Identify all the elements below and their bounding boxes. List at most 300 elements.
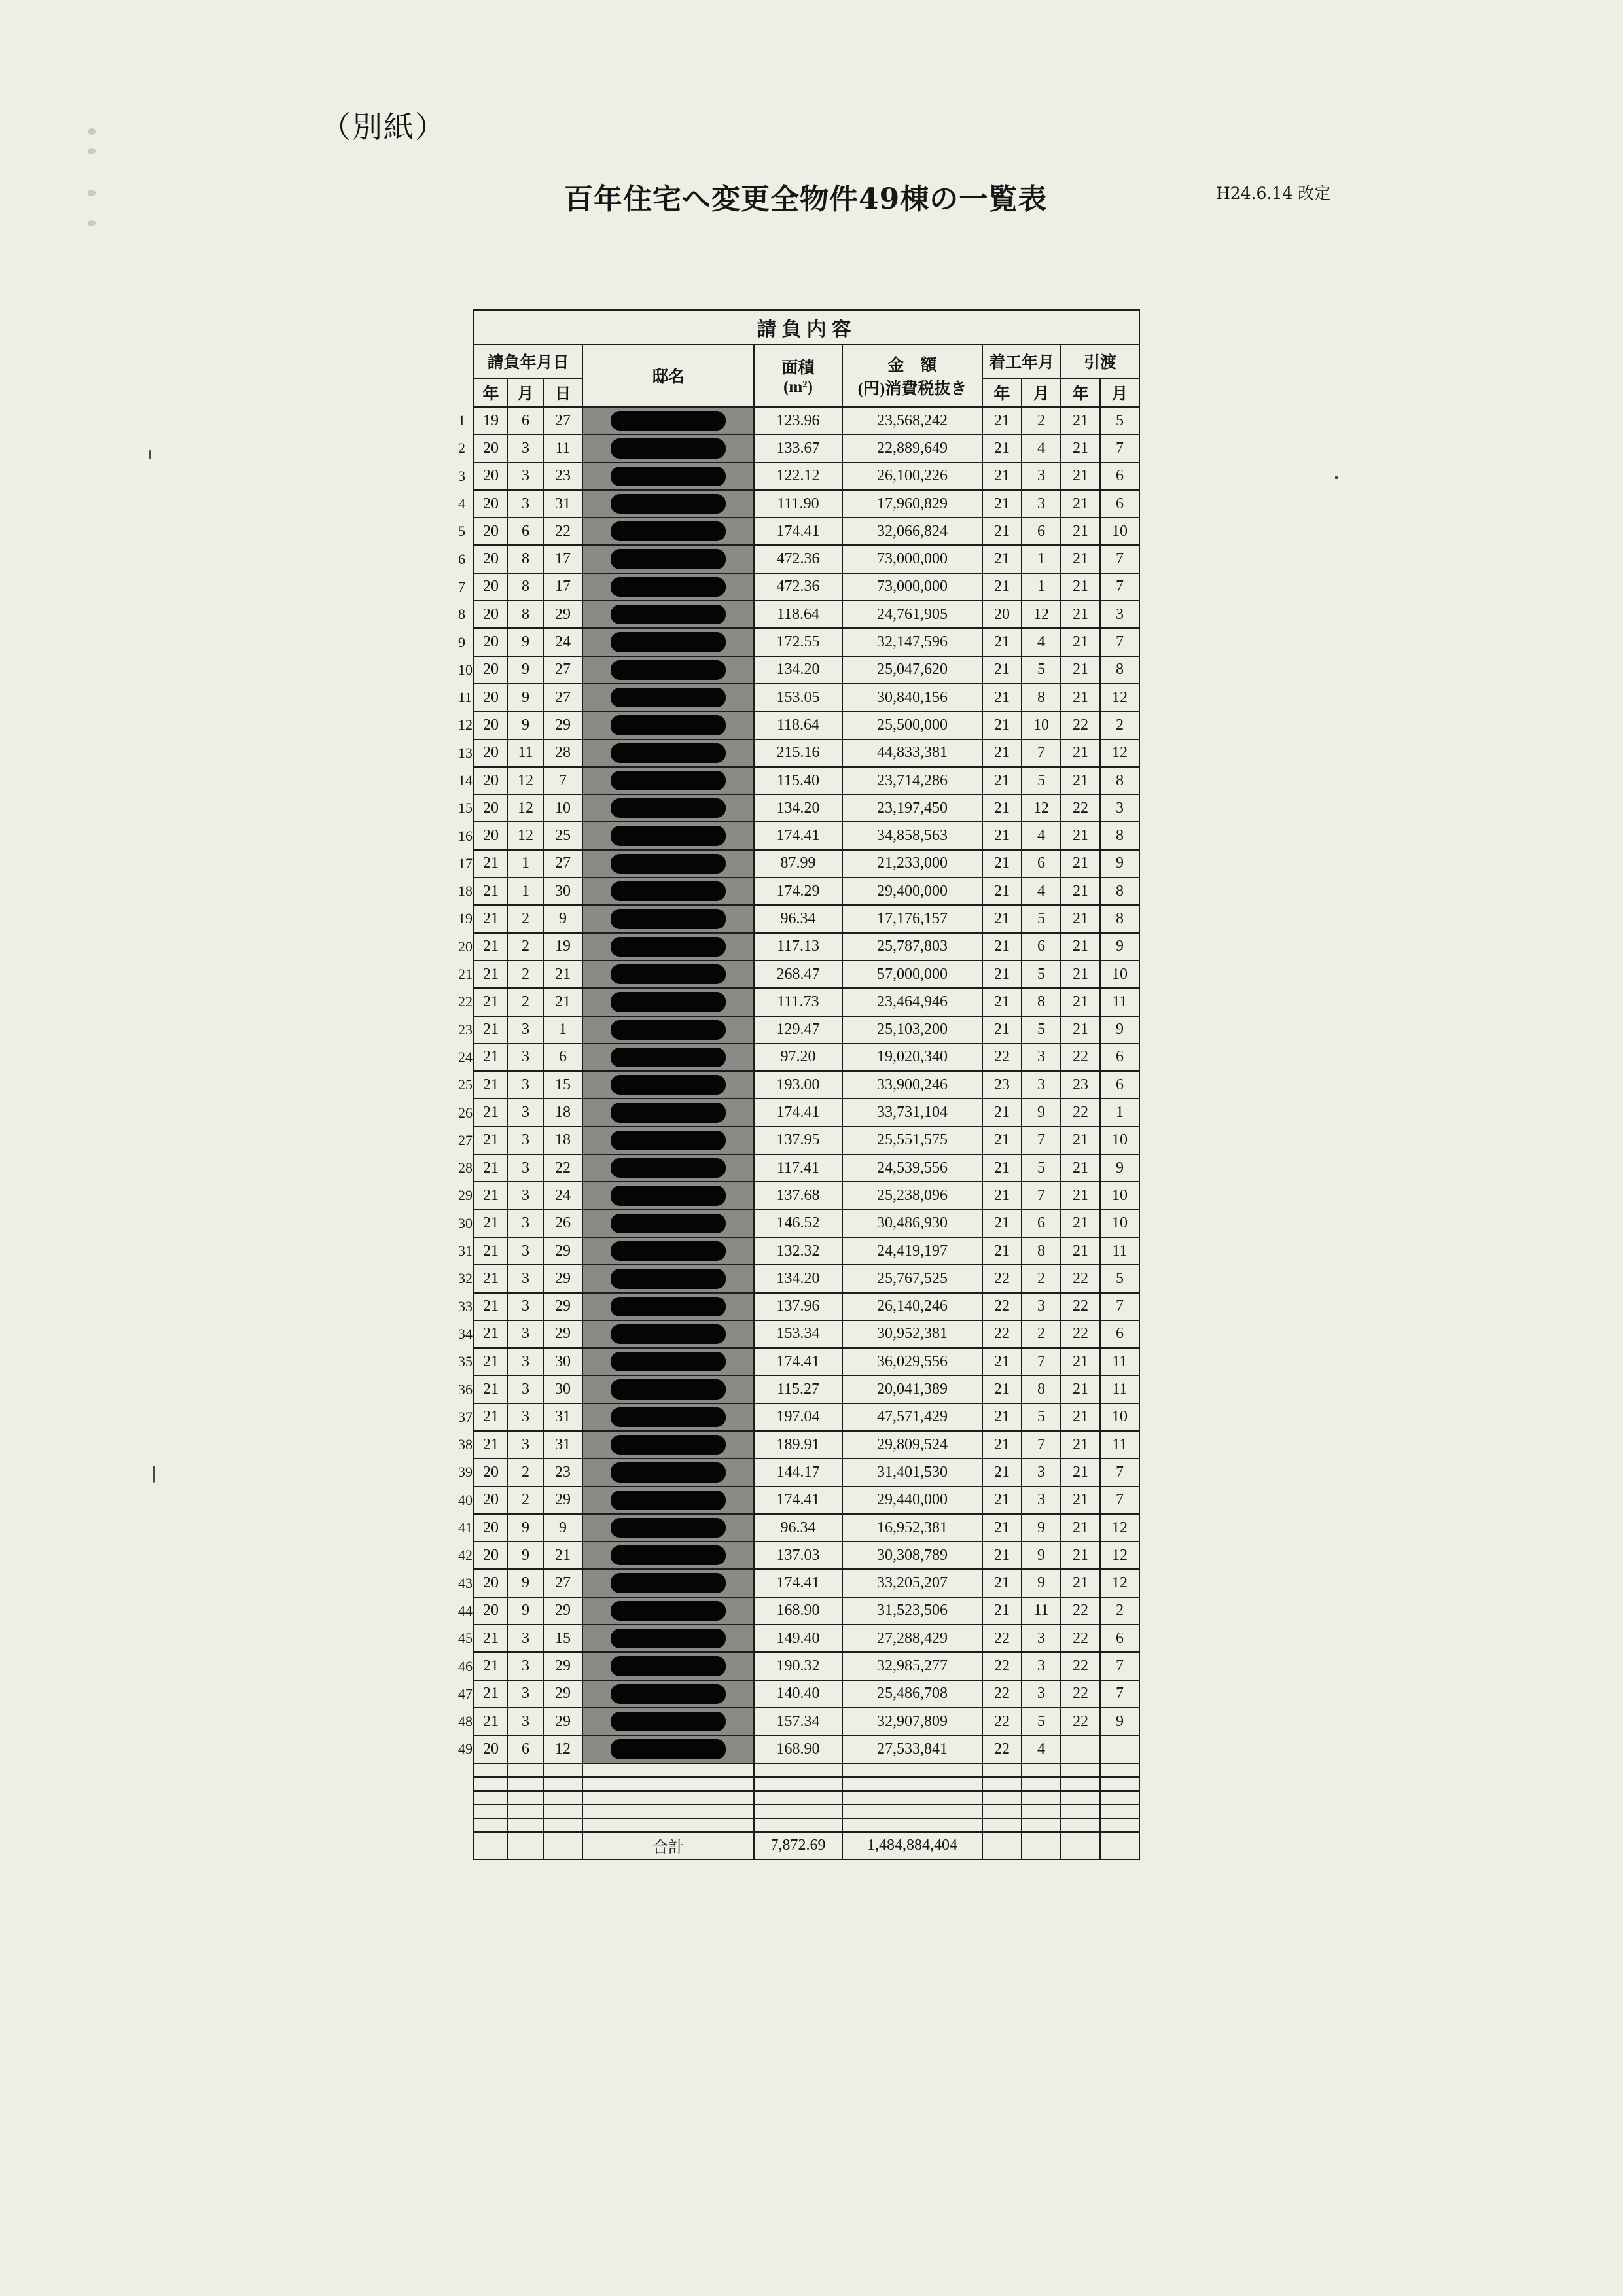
cell-amount: 25,500,000 <box>842 711 982 739</box>
header-amount-label: 金 額 <box>887 357 937 374</box>
cell-start-year: 21 <box>982 1597 1022 1625</box>
cell-handover-year: 21 <box>1061 739 1100 767</box>
punch-hole-mark <box>88 128 96 135</box>
blank-cell <box>982 1777 1022 1791</box>
blank-cell <box>1022 1818 1061 1832</box>
cell-contract-year: 20 <box>474 463 508 490</box>
redacted-residence-name <box>582 1016 754 1044</box>
cell-area: 118.64 <box>754 711 842 739</box>
total-blank-cell <box>1100 1832 1139 1860</box>
cell-contract-month: 3 <box>508 1237 543 1265</box>
row-number: 15 <box>458 800 473 817</box>
cell-contract-year: 20 <box>474 1542 508 1569</box>
cell-start-month: 4 <box>1022 822 1061 849</box>
blank-cell <box>458 1763 474 1777</box>
cell-amount: 25,047,620 <box>842 656 982 684</box>
cell-contract-day: 29 <box>543 1293 582 1320</box>
table-row <box>458 1016 1139 1044</box>
row-number: 12 <box>458 716 473 733</box>
row-number: 23 <box>458 1021 473 1038</box>
table-row <box>458 1293 1139 1320</box>
redacted-residence-name <box>582 1348 754 1375</box>
cell-handover-year: 21 <box>1061 988 1100 1016</box>
cell-amount: 24,761,905 <box>842 601 982 628</box>
redaction-bar <box>611 1601 726 1621</box>
redaction-bar <box>611 438 726 458</box>
cell-area: 111.90 <box>754 490 842 518</box>
redaction-bar <box>611 826 726 845</box>
cell-contract-month: 3 <box>508 463 543 490</box>
redaction-bar <box>611 1629 726 1648</box>
cell-contract-month: 1 <box>508 850 543 877</box>
redacted-residence-name <box>582 877 754 905</box>
cell-contract-month: 8 <box>508 573 543 601</box>
blank-cell <box>982 1791 1022 1805</box>
blank-cell <box>582 1791 754 1805</box>
cell-amount: 30,840,156 <box>842 684 982 711</box>
cell-start-year: 21 <box>982 711 1022 739</box>
blank-cell <box>842 1818 982 1832</box>
cell-handover-year: 21 <box>1061 905 1100 932</box>
row-number: 31 <box>458 1243 473 1260</box>
row-number: 38 <box>458 1436 473 1453</box>
cell-start-month: 5 <box>1022 905 1061 932</box>
redaction-bar <box>611 660 726 680</box>
cell-amount: 22,889,649 <box>842 434 982 462</box>
cell-amount: 31,523,506 <box>842 1597 982 1625</box>
cell-contract-day: 23 <box>543 463 582 490</box>
cell-contract-month: 3 <box>508 1404 543 1431</box>
redaction-bar <box>611 1684 726 1704</box>
cell-contract-year: 21 <box>474 905 508 932</box>
table-row <box>458 988 1139 1016</box>
cell-area: 146.52 <box>754 1210 842 1237</box>
cell-handover-month: 8 <box>1100 656 1139 684</box>
blank-cell <box>508 1818 543 1832</box>
redaction-bar <box>611 521 726 541</box>
cell-start-year: 21 <box>982 933 1022 961</box>
row-number: 39 <box>458 1464 473 1481</box>
cell-start-year: 21 <box>982 1404 1022 1431</box>
cell-start-month: 2 <box>1022 1265 1061 1292</box>
row-number: 2 <box>458 440 465 457</box>
cell-start-year: 21 <box>982 739 1022 767</box>
cell-start-year: 22 <box>982 1265 1022 1292</box>
row-number: 46 <box>458 1657 473 1674</box>
cell-contract-month: 12 <box>508 767 543 794</box>
cell-handover-year: 22 <box>1061 1652 1100 1680</box>
cell-handover-year: 21 <box>1061 1154 1100 1182</box>
row-number: 30 <box>458 1214 473 1231</box>
redaction-bar <box>611 411 726 431</box>
total-area: 7,872.69 <box>754 1832 842 1860</box>
redacted-residence-name <box>582 1652 754 1680</box>
row-number: 32 <box>458 1270 473 1287</box>
blank-cell <box>1061 1777 1100 1791</box>
table-row <box>458 794 1139 822</box>
cell-contract-day: 29 <box>543 1487 582 1514</box>
cell-contract-year: 19 <box>474 407 508 434</box>
table-row <box>458 545 1139 573</box>
cell-start-month: 9 <box>1022 1514 1061 1542</box>
cell-contract-month: 3 <box>508 490 543 518</box>
blank-cell <box>842 1777 982 1791</box>
cell-start-year: 21 <box>982 518 1022 545</box>
row-number: 18 <box>458 883 473 900</box>
cell-handover-month: 9 <box>1100 850 1139 877</box>
cell-contract-month: 11 <box>508 739 543 767</box>
cell-area: 137.03 <box>754 1542 842 1569</box>
row-number: 6 <box>458 550 465 567</box>
redacted-residence-name <box>582 1237 754 1265</box>
cell-handover-year: 22 <box>1061 1293 1100 1320</box>
cell-contract-year: 21 <box>474 1320 508 1348</box>
table-row <box>458 518 1139 545</box>
cell-contract-day: 31 <box>543 1431 582 1458</box>
cell-area: 129.47 <box>754 1016 842 1044</box>
cell-area: 137.96 <box>754 1293 842 1320</box>
cell-handover-month: 9 <box>1100 1708 1139 1735</box>
row-number: 36 <box>458 1381 473 1398</box>
table-row <box>458 1348 1139 1375</box>
cell-contract-year: 21 <box>474 1182 508 1209</box>
cell-amount: 36,029,556 <box>842 1348 982 1375</box>
redaction-bar <box>611 1075 726 1095</box>
row-number: 3 <box>458 467 465 484</box>
cell-area: 134.20 <box>754 794 842 822</box>
cell-area: 174.29 <box>754 877 842 905</box>
row-number: 19 <box>458 910 473 927</box>
cell-contract-month: 3 <box>508 1044 543 1071</box>
cell-area: 137.68 <box>754 1182 842 1209</box>
row-number: 14 <box>458 772 473 788</box>
cell-area: 153.34 <box>754 1320 842 1348</box>
cell-handover-year: 22 <box>1061 1708 1100 1735</box>
punch-hole-mark <box>88 220 96 226</box>
cell-start-year: 21 <box>982 1154 1022 1182</box>
header-spacer <box>458 378 474 407</box>
cell-contract-year: 20 <box>474 1458 508 1486</box>
redacted-residence-name <box>582 601 754 628</box>
cell-contract-year: 20 <box>474 518 508 545</box>
total-blank-cell <box>1061 1832 1100 1860</box>
redacted-residence-name <box>582 1458 754 1486</box>
cell-area: 190.32 <box>754 1652 842 1680</box>
redacted-residence-name <box>582 1542 754 1569</box>
redaction-bar <box>611 881 726 901</box>
row-number: 40 <box>458 1491 473 1508</box>
row-number: 48 <box>458 1713 473 1730</box>
scan-speck <box>153 1466 155 1483</box>
blank-cell <box>1022 1777 1061 1791</box>
cell-contract-year: 21 <box>474 1071 508 1099</box>
cell-start-month: 3 <box>1022 1652 1061 1680</box>
row-number: 21 <box>458 966 473 983</box>
cell-area: 117.13 <box>754 933 842 961</box>
cell-contract-day: 29 <box>543 1680 582 1708</box>
cell-contract-year: 21 <box>474 988 508 1016</box>
blank-cell <box>1022 1763 1061 1777</box>
cell-handover-month: 2 <box>1100 1597 1139 1625</box>
redaction-bar <box>611 1656 726 1676</box>
cell-contract-day: 29 <box>543 1265 582 1292</box>
cell-contract-year: 20 <box>474 794 508 822</box>
blank-cell <box>754 1805 842 1818</box>
cell-contract-month: 6 <box>508 407 543 434</box>
cell-area: 117.41 <box>754 1154 842 1182</box>
redacted-residence-name <box>582 767 754 794</box>
cell-contract-month: 2 <box>508 933 543 961</box>
table-row <box>458 1569 1139 1597</box>
header-handover-year: 年 <box>1061 378 1100 407</box>
cell-amount: 23,714,286 <box>842 767 982 794</box>
redacted-residence-name <box>582 1375 754 1403</box>
cell-area: 174.41 <box>754 822 842 849</box>
cell-amount: 17,176,157 <box>842 905 982 932</box>
blank-cell <box>582 1777 754 1791</box>
cell-area: 153.05 <box>754 684 842 711</box>
total-blank-cell <box>508 1832 543 1860</box>
cell-contract-month: 2 <box>508 988 543 1016</box>
redaction-bar <box>611 494 726 514</box>
cell-contract-year: 21 <box>474 1265 508 1292</box>
document-title: 百年住宅へ変更全物件49棟の一覧表 <box>564 183 1048 216</box>
cell-amount: 32,907,809 <box>842 1708 982 1735</box>
blank-row <box>458 1763 1139 1777</box>
cell-contract-month: 2 <box>508 961 543 988</box>
cell-contract-year: 20 <box>474 822 508 849</box>
blank-cell <box>543 1818 582 1832</box>
cell-contract-month: 9 <box>508 1569 543 1597</box>
cell-start-month: 3 <box>1022 1293 1061 1320</box>
redaction-bar <box>611 992 726 1012</box>
cell-contract-year: 21 <box>474 1652 508 1680</box>
cell-handover-month: 5 <box>1100 1265 1139 1292</box>
row-number: 49 <box>458 1740 473 1757</box>
cell-handover-month: 7 <box>1100 545 1139 573</box>
total-amount: 1,484,884,404 <box>842 1832 982 1860</box>
cell-start-month: 5 <box>1022 1404 1061 1431</box>
cell-start-month: 7 <box>1022 1431 1061 1458</box>
cell-contract-day: 26 <box>543 1210 582 1237</box>
cell-handover-month: 7 <box>1100 1487 1139 1514</box>
cell-area: 123.96 <box>754 407 842 434</box>
cell-start-month: 1 <box>1022 545 1061 573</box>
cell-handover-month <box>1100 1735 1139 1763</box>
redaction-bar <box>611 937 726 957</box>
cell-handover-year: 21 <box>1061 1127 1100 1154</box>
cell-start-year: 21 <box>982 434 1022 462</box>
cell-contract-day: 24 <box>543 1182 582 1209</box>
cell-handover-month: 8 <box>1100 822 1139 849</box>
blank-cell <box>1061 1791 1100 1805</box>
redaction-bar <box>611 743 726 763</box>
cell-handover-year: 21 <box>1061 573 1100 601</box>
cell-contract-year: 20 <box>474 1514 508 1542</box>
blank-cell <box>458 1777 474 1791</box>
row-number: 7 <box>458 578 465 595</box>
cell-area: 157.34 <box>754 1708 842 1735</box>
cell-amount: 30,952,381 <box>842 1320 982 1348</box>
cell-handover-month: 11 <box>1100 1348 1139 1375</box>
table-row <box>458 850 1139 877</box>
cell-contract-month: 9 <box>508 1514 543 1542</box>
attachment-label: （別紙） <box>321 109 446 145</box>
cell-amount: 17,960,829 <box>842 490 982 518</box>
scan-speck <box>149 450 151 459</box>
cell-handover-year: 21 <box>1061 463 1100 490</box>
row-number: 41 <box>458 1519 473 1536</box>
cell-handover-year: 21 <box>1061 1542 1100 1569</box>
cell-area: 118.64 <box>754 601 842 628</box>
cell-start-month: 9 <box>1022 1542 1061 1569</box>
cell-handover-year: 21 <box>1061 961 1100 988</box>
cell-contract-year: 20 <box>474 1597 508 1625</box>
cell-handover-year: 21 <box>1061 1016 1100 1044</box>
cell-contract-month: 3 <box>508 1680 543 1708</box>
cell-contract-year: 20 <box>474 656 508 684</box>
cell-contract-month: 8 <box>508 601 543 628</box>
cell-amount: 29,400,000 <box>842 877 982 905</box>
cell-contract-year: 21 <box>474 1708 508 1735</box>
table-row <box>458 1044 1139 1071</box>
blank-cell <box>458 1805 474 1818</box>
cell-contract-day: 21 <box>543 961 582 988</box>
row-number: 27 <box>458 1131 473 1148</box>
cell-start-year: 21 <box>982 988 1022 1016</box>
cell-area: 134.20 <box>754 656 842 684</box>
table-row <box>458 1487 1139 1514</box>
redaction-bar <box>611 1407 726 1427</box>
cell-contract-month: 3 <box>508 1210 543 1237</box>
cell-start-year: 21 <box>982 905 1022 932</box>
row-number: 10 <box>458 661 473 678</box>
cell-amount: 19,020,340 <box>842 1044 982 1071</box>
header-residence: 邸名 <box>582 344 754 407</box>
cell-contract-day: 11 <box>543 434 582 462</box>
blank-cell <box>474 1791 508 1805</box>
cell-handover-month: 2 <box>1100 711 1139 739</box>
cell-amount: 24,419,197 <box>842 1237 982 1265</box>
cell-handover-month: 5 <box>1100 407 1139 434</box>
cell-handover-month: 3 <box>1100 794 1139 822</box>
cell-start-year: 21 <box>982 1431 1022 1458</box>
table-row <box>458 1625 1139 1652</box>
blank-cell <box>842 1805 982 1818</box>
table-row <box>458 1127 1139 1154</box>
cell-start-month: 5 <box>1022 961 1061 988</box>
cell-amount: 23,464,946 <box>842 988 982 1016</box>
header-spacer <box>458 310 474 344</box>
table-row <box>458 711 1139 739</box>
blank-cell <box>1100 1791 1139 1805</box>
table-row <box>458 1210 1139 1237</box>
redacted-residence-name <box>582 407 754 434</box>
cell-start-month: 7 <box>1022 1182 1061 1209</box>
cell-handover-year: 22 <box>1061 1680 1100 1708</box>
cell-contract-month: 9 <box>508 628 543 656</box>
redacted-residence-name <box>582 1099 754 1126</box>
table-row <box>458 1237 1139 1265</box>
cell-contract-year: 20 <box>474 601 508 628</box>
cell-handover-year: 21 <box>1061 1569 1100 1597</box>
cell-amount: 44,833,381 <box>842 739 982 767</box>
blank-cell <box>754 1791 842 1805</box>
cell-handover-year: 21 <box>1061 434 1100 462</box>
cell-contract-day: 29 <box>543 1237 582 1265</box>
cell-start-year: 21 <box>982 1514 1022 1542</box>
cell-start-month: 3 <box>1022 1458 1061 1486</box>
total-blank-cell <box>982 1832 1022 1860</box>
table-row <box>458 1320 1139 1348</box>
cell-amount: 33,205,207 <box>842 1569 982 1597</box>
cell-start-year: 22 <box>982 1044 1022 1071</box>
cell-handover-year: 21 <box>1061 822 1100 849</box>
table-row <box>458 933 1139 961</box>
cell-start-year: 22 <box>982 1708 1022 1735</box>
cell-contract-month: 9 <box>508 656 543 684</box>
table-row <box>458 407 1139 434</box>
row-number: 26 <box>458 1104 473 1121</box>
cell-amount: 26,100,226 <box>842 463 982 490</box>
cell-handover-month: 10 <box>1100 1404 1139 1431</box>
cell-handover-year: 21 <box>1061 1210 1100 1237</box>
redacted-residence-name <box>582 988 754 1016</box>
blank-cell <box>582 1805 754 1818</box>
cell-start-year: 21 <box>982 1016 1022 1044</box>
row-number: 44 <box>458 1602 473 1619</box>
cell-start-year: 21 <box>982 850 1022 877</box>
table-row <box>458 1652 1139 1680</box>
cell-amount: 25,238,096 <box>842 1182 982 1209</box>
cell-start-month: 8 <box>1022 684 1061 711</box>
cell-amount: 25,486,708 <box>842 1680 982 1708</box>
cell-amount: 24,539,556 <box>842 1154 982 1182</box>
row-number: 20 <box>458 938 473 955</box>
cell-contract-day: 9 <box>543 1514 582 1542</box>
redacted-residence-name <box>582 961 754 988</box>
redaction-bar <box>611 964 726 984</box>
cell-contract-day: 18 <box>543 1127 582 1154</box>
cell-amount: 25,551,575 <box>842 1127 982 1154</box>
redaction-bar <box>611 467 726 486</box>
cell-start-month: 9 <box>1022 1569 1061 1597</box>
cell-area: 133.67 <box>754 434 842 462</box>
cell-start-month: 4 <box>1022 434 1061 462</box>
row-number: 34 <box>458 1325 473 1342</box>
redacted-residence-name <box>582 1071 754 1099</box>
header-area <box>754 344 842 407</box>
cell-handover-year: 22 <box>1061 1044 1100 1071</box>
cell-handover-year: 22 <box>1061 1625 1100 1652</box>
cell-contract-month: 12 <box>508 794 543 822</box>
blank-cell <box>543 1763 582 1777</box>
redaction-bar <box>611 1020 726 1040</box>
cell-contract-month: 9 <box>508 684 543 711</box>
redacted-residence-name <box>582 850 754 877</box>
cell-contract-year: 21 <box>474 1680 508 1708</box>
redacted-residence-name <box>582 905 754 932</box>
cell-start-month: 8 <box>1022 1375 1061 1403</box>
cell-area: 140.40 <box>754 1680 842 1708</box>
cell-contract-day: 29 <box>543 711 582 739</box>
cell-start-year: 22 <box>982 1735 1022 1763</box>
cell-start-month: 5 <box>1022 1016 1061 1044</box>
cell-start-month: 4 <box>1022 628 1061 656</box>
cell-contract-month: 3 <box>508 1708 543 1735</box>
redaction-bar <box>611 1352 726 1371</box>
cell-area: 174.41 <box>754 518 842 545</box>
